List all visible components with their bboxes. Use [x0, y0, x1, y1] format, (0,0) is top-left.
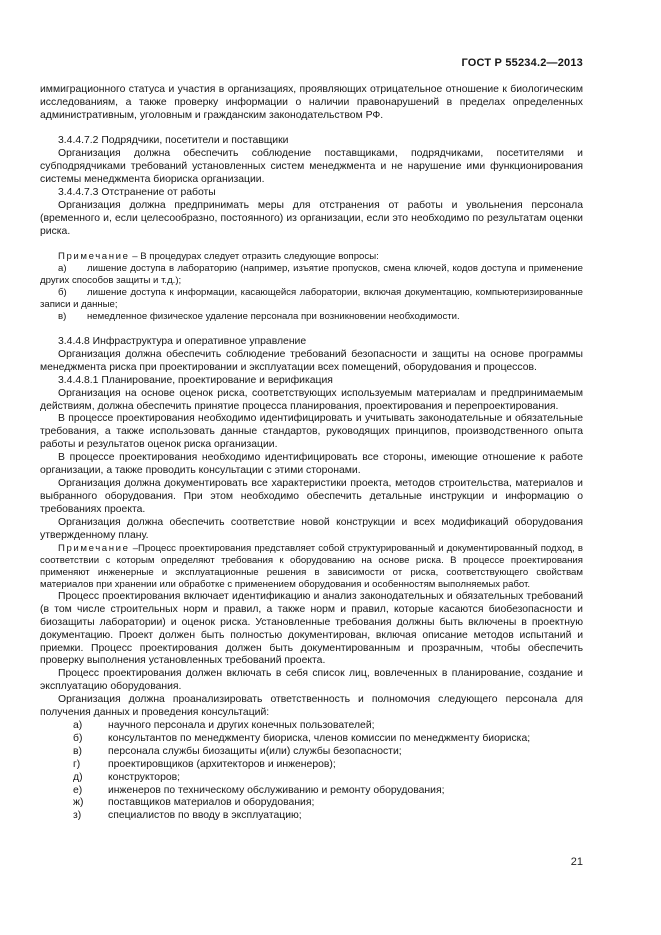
list-item-text: лишение доступа к информации, касающейся лаборатории, включая документацию, компьютеризированные записи и данные;: [40, 287, 583, 311]
paragraph: Организация должна обеспечить соблюдение требований безопасности и защиты на основе программы менеджмента риска при проектировании и эксплуатации всех помещений, оборудования и процессов.: [40, 348, 583, 373]
list-item-marker: в): [73, 745, 82, 757]
list-item-text: научного персонала и других конечных пользователей;: [108, 719, 375, 731]
list-item: [40, 759, 583, 772]
paragraph: В процессе проектирования необходимо идентифицировать все стороны, имеющие отношение к работе организации, а также проводить консультации с этими сторонами.: [40, 452, 583, 477]
list-item: [40, 733, 583, 746]
note-paragraph: Примечание –Процесс проектирования представляет собой структурированный и документированный подход, в соответствии с которым определяют требования к оборудованию на основе риска. В процессе проектирования применяют инженерные и эксплуатационные решения в зависимости от риска, соответствующего свойствам материалов при хранении или обработке с применением оборудования и особенностям выполняемых работ.: [40, 542, 583, 590]
paragraph-spacer: [40, 123, 583, 136]
doc-number-header: ГОСТ Р 55234.2—2013: [461, 57, 583, 69]
paragraph: В процессе проектирования необходимо идентифицировать и учитывать законодательные и обязательные требования, а также использовать данные стандартов, руководящих принципов, производственного опыта работы и результатов оценок риска организации.: [40, 413, 583, 451]
paragraph: Организация должна проанализировать ответственность и полномочия следующего персонала для получения данных и проведения консультаций:: [40, 694, 583, 719]
list-item: [40, 287, 583, 311]
paragraph: Процесс проектирования должен включать в себя список лиц, вовлеченных в планирование, создание и эксплуатацию оборудования.: [40, 668, 583, 693]
list-item: [40, 263, 583, 287]
paragraph-spacer: [40, 238, 583, 251]
document-body: [40, 84, 583, 823]
section-heading: 3.4.4.8 Инфраструктура и оперативное управление: [58, 336, 307, 348]
list-item-marker: б): [58, 287, 67, 299]
section-heading: 3.4.4.7.3 Отстранение от работы: [58, 186, 216, 198]
list-item: [40, 772, 583, 785]
list-item-text: проектировщиков (архитекторов и инженеров);: [108, 758, 336, 770]
paragraph: Организация должна предпринимать меры для отстранения от работы и увольнения персонала (временного и, если целесообразно, постоянного) из организации, если это необходимо по результатам оценки риска.: [40, 199, 583, 237]
list-item-text: немедленное физическое удаление персонала при возникновении необходимости.: [87, 311, 460, 323]
paragraph: Процесс проектирования включает идентификацию и анализ законодательных и обязательных требований (в том числе строительных норм и правил, а также норм и правил, которые касаются биобезопасности и биозащиты лаборатории) и оценок риска. Установленные требования должны быть включены в проектную документацию. Проект должен быть полностью документирован, включая описание методов испытаний и приемки. Процесс проектирования должен быть документированным и прозрачным, чтобы обеспечить проверку выполнения установленных требований проекта.: [40, 590, 583, 667]
list-item: [40, 720, 583, 733]
list-item-text: консультантов по менеджменту биориска, членов комиссии по менеджменту биориска;: [108, 732, 531, 744]
list-item-text: персонала службы биозащиты и(или) службы безопасности;: [108, 745, 402, 757]
list-item: [40, 797, 583, 810]
list-item-marker: б): [73, 732, 83, 744]
list-item: [40, 311, 583, 323]
note-paragraph: Примечание – В процедурах следует отразить следующие вопросы:: [58, 250, 379, 262]
list-item-text: специалистов по вводу в эксплуатацию;: [108, 810, 302, 822]
page-number: 21: [570, 856, 583, 868]
list-item-marker: д): [73, 771, 83, 783]
paragraph: иммиграционного статуса и участия в организациях, проявляющих отрицательное отношение к биологическим исследованиям, а также проверку информации о наличии правонарушений в пределах определенных административным, уголовным и гражданским законодательством РФ.: [40, 84, 583, 121]
list-item-text: поставщиков материалов и оборудования;: [108, 797, 315, 809]
list-item-marker: а): [58, 263, 67, 275]
list-item: [40, 785, 583, 798]
list-item-text: конструкторов;: [108, 771, 181, 783]
list-item-marker: е): [73, 784, 83, 796]
paragraph: Организация должна обеспечить соответствие новой конструкции и всех модификаций оборудования утвержденному плану.: [40, 516, 583, 541]
paragraph: Организация на основе оценок риска, соответствующих используемым материалам и предпринимаемым действиям, должна обеспечить принятие процесса планирования, проектирования и перепроектирования.: [40, 387, 583, 412]
list-item-text: лишение доступа в лабораторию (например, изъятие пропусков, смена ключей, кодов доступа и применение других способов защиты и т.д.);: [40, 263, 583, 287]
paragraph-spacer: [40, 324, 583, 337]
paragraph: Организация должна документировать все характеристики проекта, методов строительства, материалов и выбранного оборудования. При этом необходимо обеспечить детальные инструкции и информацию о требованиях проекта.: [40, 478, 583, 515]
note-label: Примечание: [58, 250, 130, 262]
note-label: Примечание: [58, 542, 130, 554]
section-heading: 3.4.4.7.2 Подрядчики, посетители и поставщики: [58, 135, 289, 147]
list-item: [40, 746, 583, 759]
list-item-text: инженеров по техническому обслуживанию и ремонту оборудования;: [108, 784, 445, 796]
paragraph: Организация должна обеспечить соблюдение поставщиками, подрядчиками, посетителями и субподрядчиками требований установленных систем менеджмента и не нарушение ими функционирования системы менеджмента биориска организации.: [40, 148, 583, 185]
list-item-marker: в): [58, 311, 67, 323]
list-item-marker: г): [73, 758, 81, 770]
list-item-marker: а): [73, 719, 83, 731]
list-item-marker: з): [73, 810, 82, 822]
list-item: [40, 810, 583, 823]
section-heading: 3.4.4.8.1 Планирование, проектирование и верификация: [58, 374, 333, 386]
list-item-marker: ж): [73, 797, 84, 809]
